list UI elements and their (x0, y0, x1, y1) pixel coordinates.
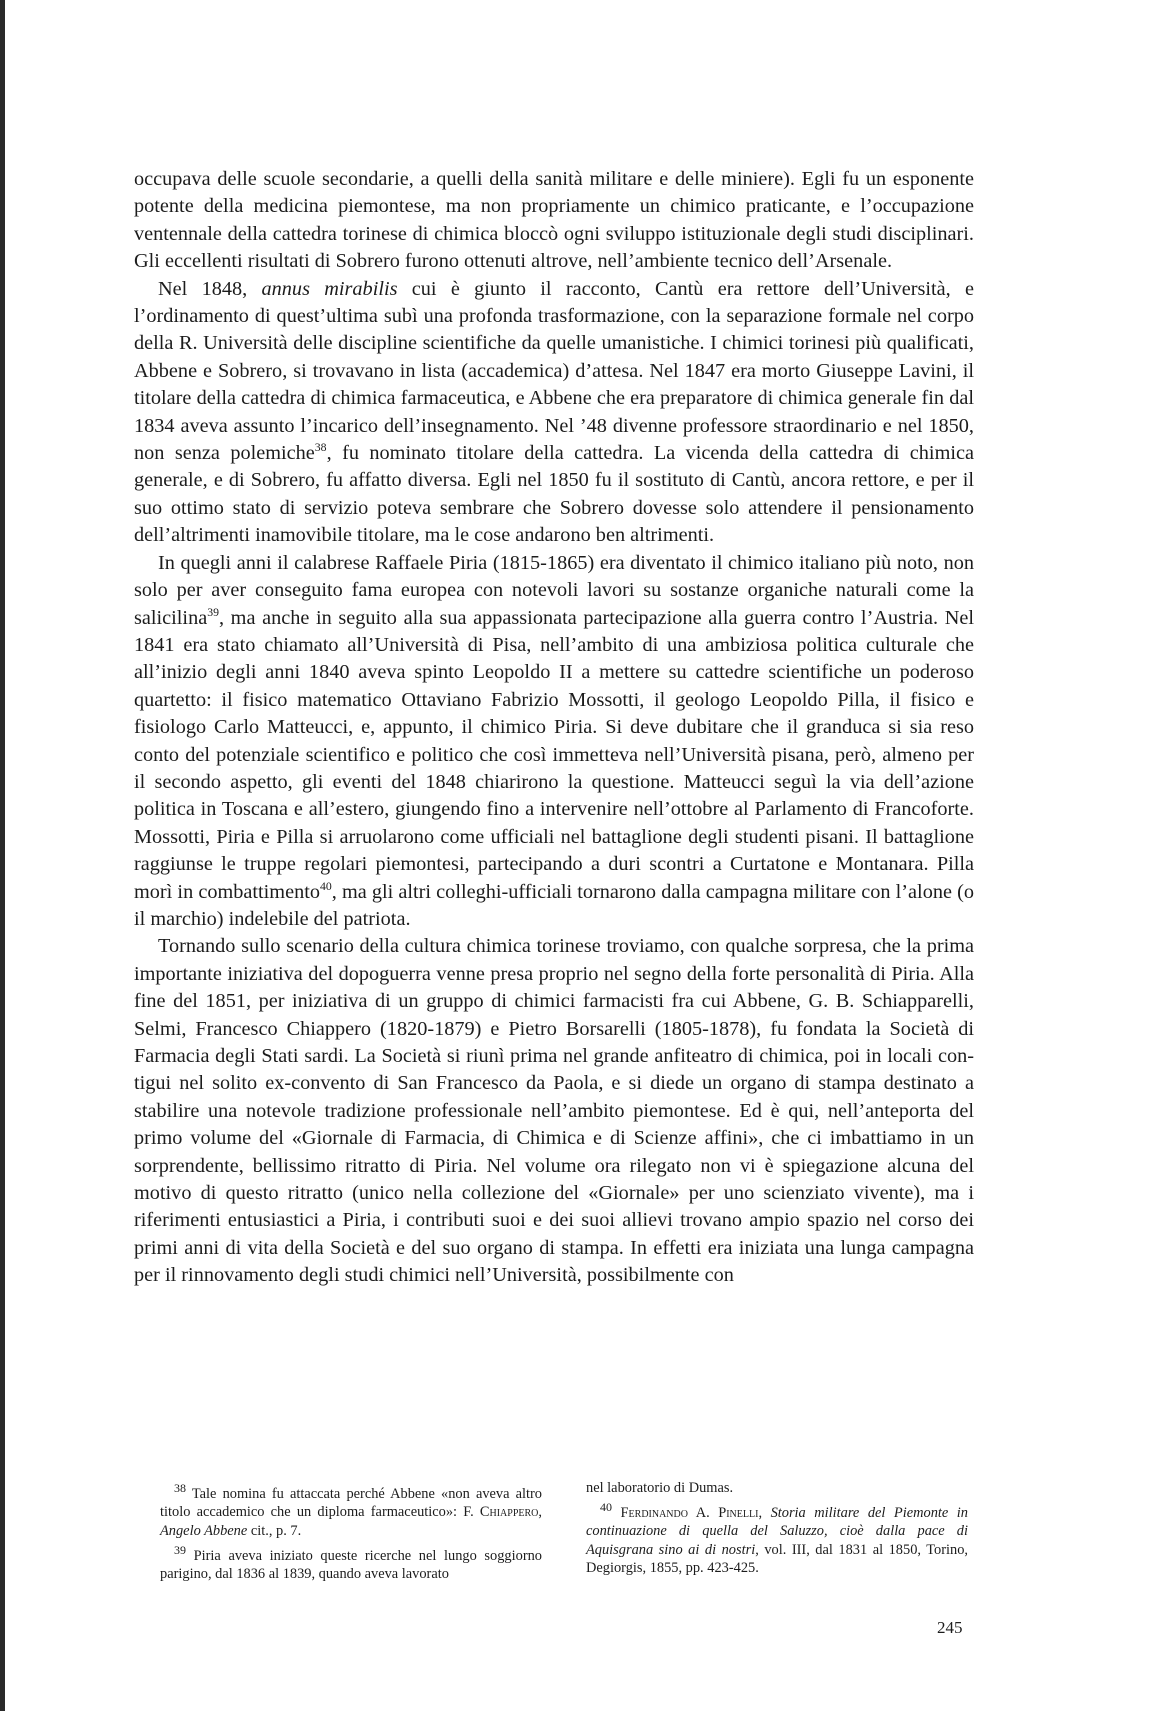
page-number: 245 (937, 1618, 963, 1637)
paragraph-2 (134, 276, 974, 550)
paragraph-4: Tornando sullo scenario della cultura chimica torinese troviamo, con qualche sorpresa, che la prima importante iniziativa del dopoguerra venne presa proprio nel segno della forte personalità di Piria. Alla fine del 1851, per iniziativa di un gruppo di chimici farmacisti fra cui Abbene, G. B. Schiapparelli, Selmi, Francesco Chiappero (1820-1879) e Pietro Borsarelli (1805-1878), fu fondata la Società di Farmacia degli Stati sardi. La Società si riunì prima nel grande anfiteatro di chimica, poi in locali contigui nel solito ex-convento di San Francesco da Paola, e si diede un organo di stampa destinato a stabilire una notevole tradizione professionale nell’ambito piemontese. Ed è qui, nell’anteporta del primo volume del «Giornale di Farmacia, di Chimica e di Scienze affini», che ci imbattiamo in un sorprendente, bellissimo ritratto di Piria. Nel volume ora rilegato non vi è spiegazione alcuna del motivo di questo ritratto (unico nella collezione del «Giornale» per uno scienziato vivente), ma i riferimenti entusiastici a Piria, i contributi suoi e dei suoi allievi trovano ampio spazio nel corso dei primi anni di vita della Società e del suo organo di stampa. In effetti era iniziata una lunga campagna per il rinnovamento degli studi chimici nell’Università, possibilmente con (134, 935, 974, 1287)
footnote-text: , (538, 1504, 542, 1521)
footnote-text: Piria aveva iniziato queste ricerche nel lungo soggiorno parigino, dal 1836 al 1839, quando aveva lavorato (160, 1547, 542, 1582)
footnotes (160, 1479, 968, 1584)
footnote-39 (160, 1541, 542, 1584)
page-body (134, 166, 974, 1290)
footnote-author: Chiappero (479, 1504, 539, 1521)
footnote-number: 40 (600, 1499, 612, 1514)
footnotes-right-column (586, 1479, 968, 1584)
footnote-ref-39[interactable]: 39 (207, 605, 219, 619)
main-text (134, 166, 974, 1290)
footnote-40 (586, 1498, 968, 1578)
footnote-title: Angelo Abbene (160, 1522, 248, 1539)
footnote-text: Tale nomina fu attaccata perché Abbene «non aveva altro titolo accademico che un diploma farmaceutico»: F. (160, 1485, 542, 1521)
paragraph-2-text: cui è giunto il racconto, Cantù era rettore dell’Università, e l’ordinamento di quest’ultima subì una profonda trasformazione, con la separazione formale nel corpo della R. Università delle discipline scientifiche da quelle umanistiche. I chimici torinesi più qualificati, Abbene e Sobrero, si trovavano in lista (accademica) d’attesa. Nel 1847 era morto Giuseppe Lavini, il titolare della cattedra di chimica farmaceutica, e Abbene che era preparatore di chimica generale fin dal 1834 aveva assunto l’incarico dell’insegnamento. Nel ’48 divenne professore straordinario e nel 1850, non senza polemiche (134, 277, 974, 465)
footnote-text: , vol. III, dal 1831 al 1850, Torino, Degiorgis, 1855, pp. 423-425. (586, 1541, 969, 1577)
paragraph-2-text: Nel 1848, (158, 277, 262, 300)
paragraph-2-italic: annus mirabilis (261, 277, 398, 300)
footnote-number: 39 (174, 1542, 186, 1557)
footnote-39-continued: nel laboratorio di Dumas. (586, 1480, 734, 1496)
paragraph-1: occupava delle scuole secondarie, a quelli della sanità militare e delle miniere). Egli fu un esponente potente della medicina piemontese, ma non propriamente un chimico praticante, e l’occupazione ventennale della cattedra torinese di chimica bloccò ogni sviluppo istituzionale degli studi disciplinari. Gli eccellenti risultati di Sobrero furono ottenuti altrove, nell’ambiente tecnico dell’Arsenale. (134, 168, 974, 273)
footnote-text (612, 1504, 621, 1520)
paragraph-3-text: In quegli anni il calabrese Raffaele Piria (1815-1865) era diventato il chimico italiano più noto, non solo per aver conseguito fama europea con notevoli lavori su sostanze organiche naturali come la salicilina (134, 551, 974, 629)
page-binding-edge (0, 0, 5, 1711)
footnote-text: , (758, 1504, 771, 1521)
paragraph-3-text: , ma anche in seguito alla sua appassionata partecipazione alla guerra contro l’Austria. Nel 1841 era stato chiamato all’Università di Pisa, nell’ambito di una ambiziosa politica culturale che all’inizio degli anni 1840 aveva spinto Leopoldo II a mettere su cattedre scientifiche un poderoso quartetto: il fisico matematico Ottaviano Fabrizio Mossotti, il geologo Leopoldo Pilla, il fisico e fisiologo Carlo Matteucci, e, appunto, il chimico Piria. Si deve dubitare che il granduca si sia reso conto del potenziale scientifico e politico che così immetteva nell’Università pisana, però, almeno per il secondo aspetto, gli eventi del 1848 chiarirono la questione. Matteucci seguì la via dell’azione politica in Toscana e all’estero, giungendo fino a intervenire nell’ottobre al Parlamento di Francoforte. Mossotti, Piria e Pilla si arruolarono come ufficiali nel battaglione degli studenti pisani. Il battaglione raggiunse le truppe regolari piemontesi, partecipando a duri scontri a Curtatone e Montanara. Pilla morì in combattimento (134, 606, 974, 903)
paragraph-2-text: , fu nominato titolare della cattedra. La vicenda della cattedra di chimica generale, e di Sobrero, fu affatto diversa. Egli nel 1850 fu il sostituto di Cantù, ancora rettore, e per il suo ottimo stato di servizio poteva sembrare che Sobrero dovesse solo attendere il pensionamento dell’altrimenti inamovibile titolare, ma le cose andarono ben altrimenti. (134, 442, 974, 547)
footnotes-left-column (160, 1479, 542, 1584)
paragraph-3-text: , ma gli altri colleghi-ufficiali tornarono dalla campagna militare con l’alone (o il marchio) indelebile del patriota. (134, 880, 974, 930)
footnote-title: Storia militare del Piemonte in continuazione di quella del Saluzzo, cioè dalla pace di Aquisgrana sino ai di nostri (586, 1504, 968, 1558)
footnote-text: cit., p. 7. (247, 1522, 302, 1539)
footnote-ref-40[interactable]: 40 (320, 879, 332, 893)
footnote-38 (160, 1479, 542, 1541)
footnote-author: Ferdinando A. Pinelli (620, 1504, 759, 1521)
paragraph-3 (134, 550, 974, 934)
footnote-number: 38 (174, 1481, 186, 1495)
footnote-ref-38[interactable]: 38 (314, 441, 327, 455)
